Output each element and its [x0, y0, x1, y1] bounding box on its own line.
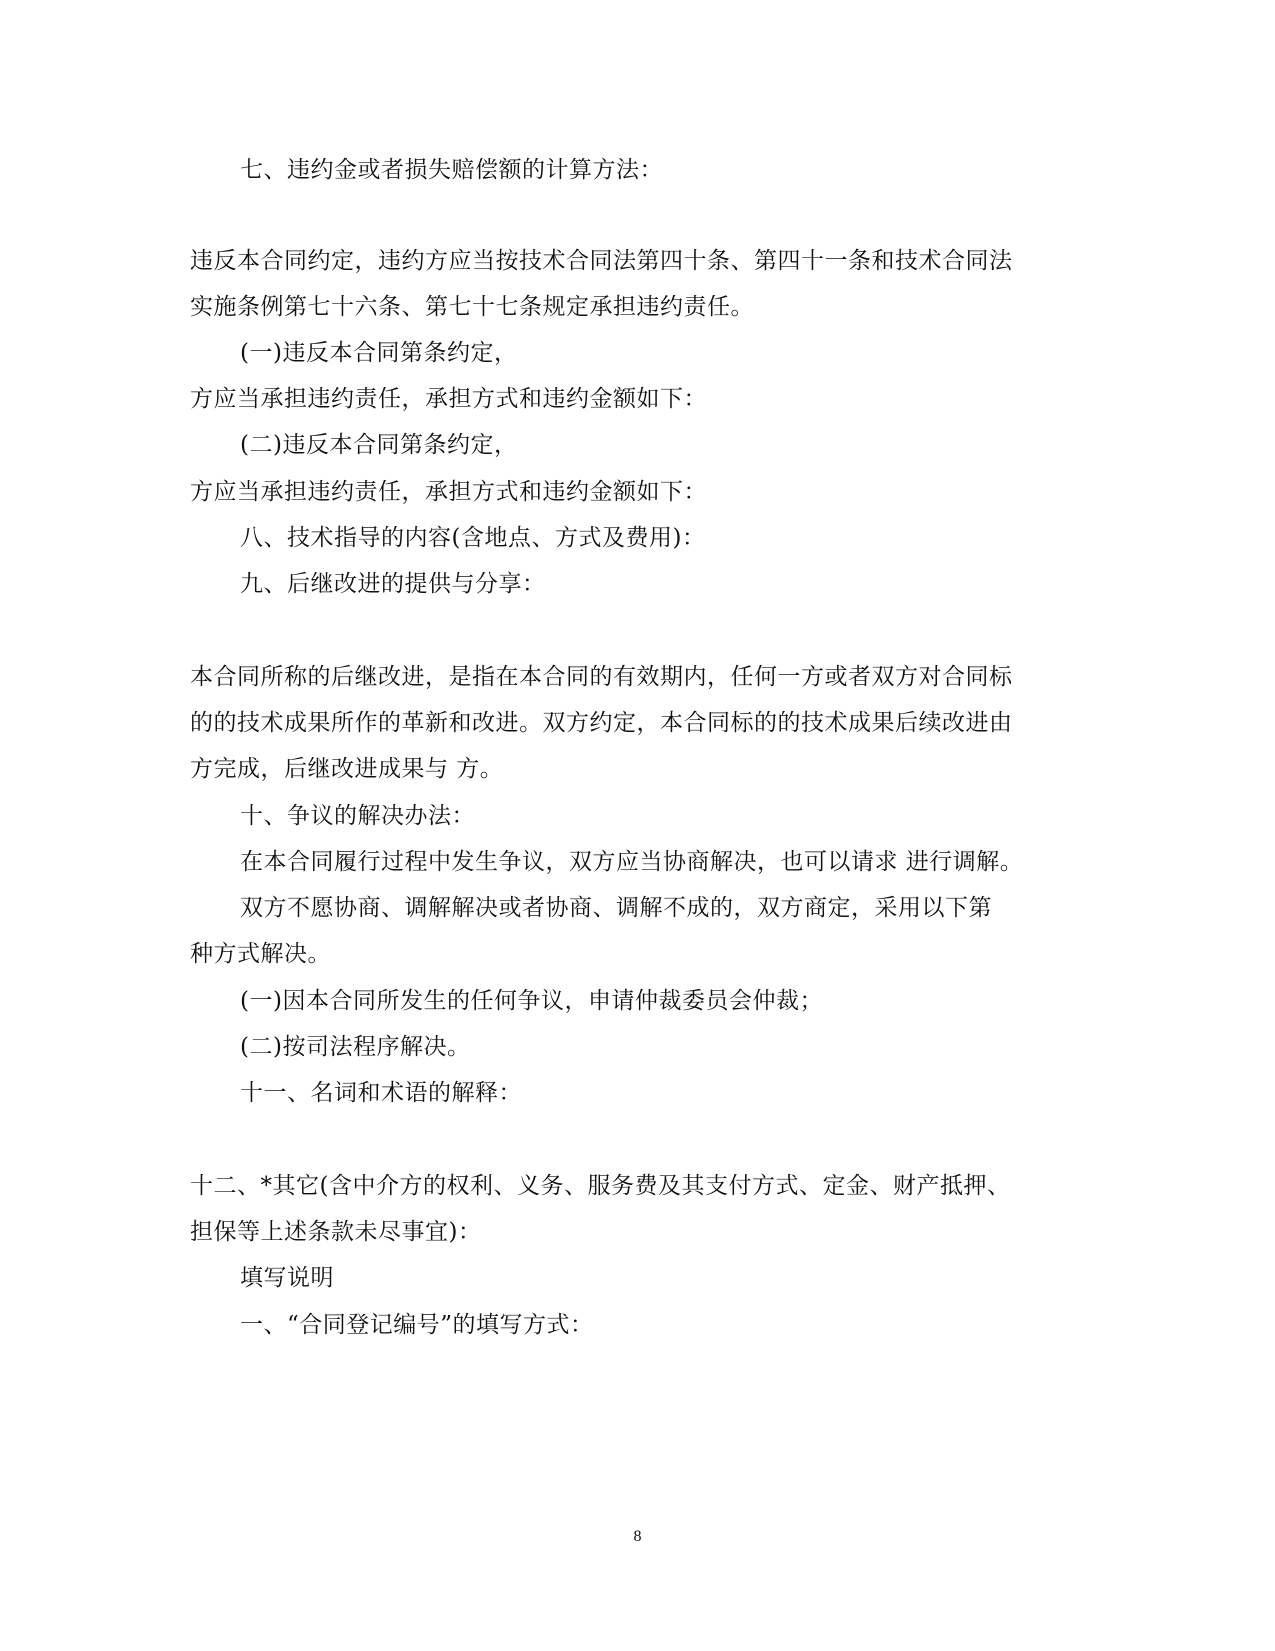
paragraph-line: 方应当承担违约责任，承担方式和违约金额如下： — [190, 386, 707, 412]
section-8-heading: 八、技术指导的内容(含地点、方式及费用)： — [240, 525, 706, 551]
instruction-item: 一、“合同登记编号”的填写方式： — [240, 1312, 594, 1338]
section-9-heading: 九、后继改进的提供与分享： — [240, 571, 546, 597]
list-item: (二)按司法程序解决。 — [240, 1034, 471, 1060]
page-number: 8 — [633, 1528, 642, 1545]
paragraph-line: 违反本合同约定，违约方应当按技术合同法第四十条、第四十一条和技术合同法 — [190, 248, 1013, 274]
list-item: (一)因本合同所发生的任何争议，申请仲裁委员会仲裁； — [240, 988, 823, 1014]
instructions-heading: 填写说明 — [240, 1265, 334, 1291]
paragraph-line: 种方式解决。 — [190, 941, 331, 967]
paragraph-line: 担保等上述条款未尽事宜)： — [190, 1219, 482, 1245]
section-10-heading: 十、争议的解决办法： — [240, 803, 475, 829]
list-item: (二)违反本合同第条约定， — [240, 432, 518, 458]
paragraph-line: 本合同所称的后继改进，是指在本合同的有效期内，任何一方或者双方对合同标 — [190, 664, 1013, 690]
paragraph-line: 方应当承担违约责任，承担方式和违约金额如下： — [190, 479, 707, 505]
section-11-heading: 十一、名词和术语的解释： — [240, 1080, 522, 1106]
paragraph-line: 在本合同履行过程中发生争议，双方应当协商解决，也可以请求 进行调解。 — [240, 849, 1024, 875]
paragraph-line: 的的技术成果所作的革新和改进。双方约定，本合同标的的技术成果后续改进由 — [190, 710, 1013, 736]
section-12-heading: 十二、*其它(含中介方的权利、义务、服务费及其支付方式、定金、财产抵押、 — [190, 1173, 1011, 1199]
paragraph-line: 实施条例第七十六条、第七十七条规定承担违约责任。 — [190, 294, 754, 320]
paragraph-line: 双方不愿协商、调解解决或者协商、调解不成的，双方商定，采用以下第 — [240, 895, 992, 921]
paragraph-line: 方完成，后继改进成果与 方。 — [190, 756, 504, 782]
section-7-heading: 七、违约金或者损失赔偿额的计算方法： — [240, 157, 663, 183]
list-item: (一)违反本合同第条约定， — [240, 340, 518, 366]
